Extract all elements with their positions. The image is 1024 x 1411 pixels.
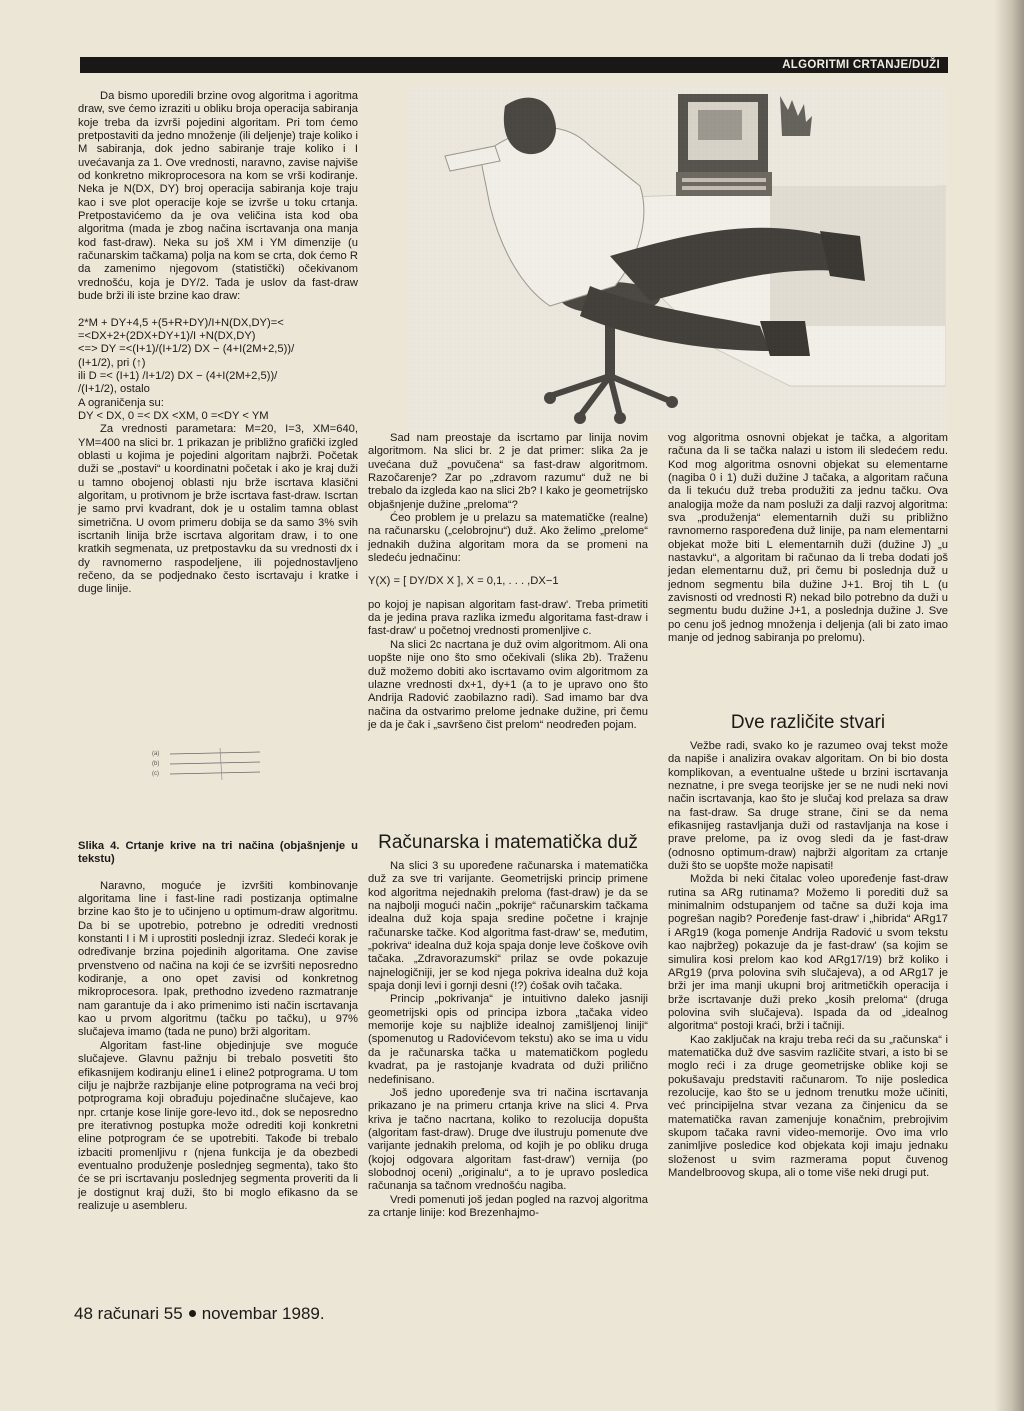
figure-4-curves bbox=[150, 746, 270, 782]
figure-4-diagram bbox=[150, 746, 270, 782]
paragraph: Naravno, moguće je izvršiti kombinovanje algoritama line i fast-line radi postizanja optimalne brzine kao što je to učinjeno u optimum-draw algoritmu. Da bi se upotrebio, potrebno je odrediti vrednosti konstanti I i M i uprostiti poslednji izraz. Sledeći korak je određivanje brzina pojedinih algoritama. One zavise prvenstveno od načina na koji će se izvršiti neposredno kodiranje, a ono opet zavisi od konkretnog mikroprocesora. Ipak, prethodno izvedeno razmatranje nam garantuje da i ako primenimo isti način iscrtavanja kao u prvom algoritmu (tačku po tačku), u 97% slučajeva imamo (tada ne puno) brži algoritam. bbox=[78, 879, 358, 1039]
column-3 bbox=[668, 432, 948, 646]
column-3-lower bbox=[668, 740, 948, 1180]
equation-line: /(I+1/2), ostalo bbox=[78, 383, 150, 396]
heading-dve-razlicite: Dve različite stvari bbox=[730, 712, 886, 733]
paragraph: Da bismo uporedili brzine ovog algoritma i agoritma draw, sve ćemo izraziti u obliku broja operacija sabiranja koje treba da izvrši pojedini algoritam. Pri tom ćemo pretpostaviti da jedno množenje (ili deljenje) traje koliko i M sabiranja, dok jedno sabiranje traje koliko i I uvećavanja za 1. Ove vrednosti, naravno, zavise najviše od konkretno mikroprocesora na kom se vrši kodiranje. Neka je N(DX, DY) broj operacija sabiranja koje traju kao i sve plot operacije koje se izvrše u toku crtanja. Pretpostavićemo da je ova veličina ista kod oba algoritma (mada je zbog načina iscrtavanja ona manja kod fast-draw). Neka su još XM i YM dimenzije (u računarskim tačkama) polja na kom se crta, dok ćemo R da zamenimo njegovom (statistički) očekivanom vrednošću, koja je DY/2. Tada je uslov da fast-draw bude brži ili iste brzine kao draw: bbox=[78, 90, 358, 303]
paragraph: Možda bi neki čitalac voleo upoređenje fast-draw rutina sa ARg rutinama? Možemo li porediti duž sa minimalnim odstupanjem od tačne sa duži koja ima pogrešan nagib? Poređenje fast-draw' i „hibrida“ ARg17 i ARg19 (koga pomenje Andrija Radović u svom tekstu kao najbržeg) pokazuje da je fast-draw' (sa kojim se simulira kosi prelom kao kod ARg17/19) brž koliko i ARg19 (prva polovina svih slučajeva), a od ARg17 je brži jer ima manji ukupni broj aritmetičkih operacija i brže iscrtavanje duži preko „kosih preloma“ (druga polovina svih slučajeva). Ispada da od „idealnog algoritma“ postoji kraći, brži i tačniji. bbox=[668, 873, 948, 1033]
magazine-name: računari 55 bbox=[97, 1304, 183, 1323]
paragraph: Sad nam preostaje da iscrtamo par linija novim algoritmom. Na slici br. 2 je dat primer: slika 2a je uvećana duž „povučena“ sa fast-draw algoritmom. Razočarenje? Zar po „zdravom razumu“ duž ne bi trebalo da izgleda kao na slici 2b? I kako je geometrijsko objašnjenje dužine „preloma“? bbox=[368, 432, 648, 511]
heading-racunarska: Računarska i matematička duž bbox=[378, 832, 638, 853]
equation-line: <=> DY =<(I+1)/(I+1/2) DX − (4+I(2M+2,5))/ bbox=[78, 343, 295, 356]
equation-line: 2*M + DY+4,5 +(5+R+DY)/I+N(DX,DY)=< bbox=[78, 316, 284, 329]
section-header bbox=[80, 57, 948, 73]
paragraph: po kojoj je napisan algoritam fast-draw'. Treba primetiti da je jedina prava razlika između algoritama fast-draw i fast-draw' u početnoj vrednosti promenljive c. bbox=[368, 598, 648, 638]
page-number: 48 bbox=[74, 1304, 93, 1323]
paragraph: Na slici 2c nacrtana je duž ovim algoritmom. Ali ona uopšte nije ono što smo očekivali (slika 2b). Traženu duž možemo dobiti ako iscrtavamo ovim algoritmom za ulazne vrednosti dx+1, dy+1 (a to je upravo ono što Andrija Radović zaobilazno radi). Sad imamo bar dva načina da ostvarimo prelome jednake dužine, pri čemu je da je čak i „savršeno čist prelom“ neodređen pojam. bbox=[368, 638, 648, 731]
paragraph: Još jedno upoređenje sva tri načina iscrtavanja prikazano je na primeru crtanja krive na slici 4. Prva kriva je tačno nacrtana, koliko to rezolucija dopušta (algoritam fast-draw). Druge dve ilustruju pomenute dve varijante jednakih preloma, od kojih je po obliku druga (kojoj odgovara algoritam fast-draw') vernija (po slobodnoj oceni) „originalu“, a to je upravo posledica računanja sa tačnom vrednošću nagiba. bbox=[368, 1086, 648, 1193]
section-title: ALGORITMI CRTANJE/DUŽI bbox=[782, 59, 940, 71]
photo-man-at-computer bbox=[410, 86, 946, 432]
equation-line: (I+1/2), pri (↑) bbox=[78, 356, 146, 369]
issue-date: novembar 1989. bbox=[201, 1304, 325, 1323]
bullet-icon bbox=[189, 1310, 196, 1317]
article-photo bbox=[410, 86, 946, 432]
page-edge-shadow bbox=[994, 0, 1024, 1411]
fig-label-c: (c) bbox=[152, 771, 159, 777]
paragraph: Kao zaključak na kraju treba reći da su „računska“ i matematička duž dve sasvim različite stvari, a isto bi se moglo reći i za druge geometrijske oblike koji se pokušavaju predstaviti računarom. To nije posledica rezolucije, kao što se u jednom trenutku može učiniti, već principijelna stvar vezana za činjenicu da se matematička ravan zamenjuje konačnim, prebrojivim skupom tačaka ravni video-memorije. Ovo ima vrlo zanimljive posledice kod objekata koji imaju jednaku složenost u svim razmerama poput čuvenog Mandelbroovog skupa, ali o tome više neki drugi put. bbox=[668, 1033, 948, 1179]
equation-line: DY < DX, 0 =< DX <XM, 0 =<DY < YM bbox=[78, 409, 269, 422]
paragraph: Princip „pokrivanja“ je intuitivno daleko jasniji geometrijski opis od principa izbora „tačaka video memorije koje su najbliže idealnoj zamišljenoj liniji“ (spomenutog u Radovićevom tekstu) ako se ima u vidu da je računarska tačka u matematičkom pogledu kvadrat, pa je rastojanje kvadrata od duži prilično nedefinisano. bbox=[368, 993, 648, 1086]
column-1 bbox=[78, 90, 358, 597]
paragraph: Algoritam fast-line objedinjuje sve moguće slučajeve. Glavnu pažnju bi trebalo posvetiti što efikasnijem kodiranju eline1 i eline2 potprograma. U tom cilju je najbrže razbijanje eline potprograma na veći broj potprograma koji obrađuju pojedinačne slučajeve, kao npr. crtanje kose linije gore-levo itd., dok se neposredno pre iterativnog postupka može odrediti koji konkretni eline potprogram će se upotrebiti. Takođe bi trebalo izbaciti promenljivu r (njena funkcija je da obezbedi eventualno produženje poslednjeg segmenta), tako što će se pri iscrtavanju poslednjeg segmenta proveriti da li je dostignut kraj duži, što bi moglo efikasno da se realizuje u asembleru. bbox=[78, 1039, 358, 1212]
fig-label-a: (a) bbox=[152, 751, 160, 757]
paragraph: Ćeo problem je u prelazu sa matematičke (realne) na računarsku („celobrojnu“) duž. Ako želimo „prelome“ jednakih dužina algoritam mora da se promeni na sledeću jednačinu: bbox=[368, 512, 648, 565]
equation-line: A ograničenja su: bbox=[78, 396, 164, 409]
equation-line: =<DX+2+(2DX+DY+1)/I +N(DX,DY) bbox=[78, 329, 256, 342]
equation-line: ili D =< (I+1) /I+1/2) DX − (4+I(2M+2,5))/ bbox=[78, 369, 278, 382]
paragraph: vog algoritma osnovni objekat je tačka, a algoritam računa da li se tačka nalazi u istom ili sledećem redu. Kod mog algoritma osnovni objekat su elementarne (nagiba 0 i 1) duži dužine J tačaka, a algoritam računa da li tekuću duž treba produžiti za jednu tačku. Ova analogija može da nam posluži za dalji razvoj algoritma: sva „produženja“ elementarnih duži su približno ravnomerno raspoređena duž linije, pa nam elementarni objekat može biti L elementarnih duži (dužine J) „u nastavku“, a algoritam bi računao da li treba dodati još jedan elementarnu duž, pri čemu bi poslednja duž u jednom segmentu bila dužine J+1. Broj tih L (u zavisnosti od vrednosti R) nekad bilo potrebno da duži u segmentu budu dužine J+1, a poslednja dužine J. Sve po cenu još jednog množenja i deljenja (ali bi zato imao manje od jednog sabiranja po prelomu). bbox=[668, 432, 948, 645]
page-footer bbox=[74, 1304, 325, 1324]
column-2 bbox=[368, 432, 648, 732]
paragraph: Na slici 3 su upoređene računarska i matematička duž za sve tri varijante. Geometrijski princip primene kod algoritma nejednakih preloma (fast-draw) je da se na najbolji mogući način „pokrije“ računarskim tačkama idealna duž koja spaja sredine početne i krajnje računarske tačke. Kod algoritma fast-draw' se, međutim, „pokriva“ idealna duž koja spaja donje leve čoškove ovih tačaka. „Zdravorazumski“ prilaz se ovde pokazuje najnelogičniji, jer se kod njega pokriva idealna duž koja spaja donji levi i gornji desni (!?) ćošak ovih tačaka. bbox=[368, 860, 648, 993]
equation-line: Y(X) = [ DY/DX X ], X = 0,1, . . . ,DX−1 bbox=[368, 575, 559, 588]
column-1-lower bbox=[78, 840, 358, 1213]
column-2-lower bbox=[368, 860, 648, 1220]
paragraph: Vežbe radi, svako ko je razumeo ovaj tekst može da napiše i analizira ovakav algoritam. On bi bio dosta komplikovan, a eventualne uštede u brzini iscrtavanja neznatne, i pre svega teorijske jer se ne nudi neki novi način iscrtavanja, kao što je slučaj kod prelaza sa draw na fast-draw. Sa druge strane, čini se da nema efikasnijeg rastavljanja duži od rastavljanja na kose i prave prelome, pa iz ovog sledi da je fast-draw (odnosno optimum-draw) najbrži algoritam za crtanje duži što se uopšte može napisati! bbox=[668, 740, 948, 873]
paragraph: Vredi pomenuti još jedan pogled na razvoj algoritma za crtanje linije: kod Brezenhajmo- bbox=[368, 1193, 648, 1219]
figure-caption: Slika 4. Crtanje krive na tri načina (objašnjenje u tekstu) bbox=[78, 840, 358, 866]
fig-label-b: (b) bbox=[152, 761, 160, 767]
paragraph: Za vrednosti parametara: M=20, I=3, XM=640, YM=400 na slici br. 1 prikazan je približno grafički izgled oblasti u kojima je pojedini algoritam najbrži. Početak duži se „postavi“ u koordinatni početak i ako je kraj duži u tamno obojenoj oblasti nju brže iscrtava klasični algoritam, u protivnom je brže iscrtava fast-draw. Iscrtan je samo prvi kvadrant, dok je u ostalim tamna oblast simetrična. U ovom primeru dobija se da samo 3% svih iscrtanih linija brže iscrtava algoritam draw, i to one kratkih segmenata, uz pretpostavku da su vrednosti dx i dy ravnomerno raspodeljene, ili pojednostavljeno rečeno, da se podjednako često iscrtavaju i kratke i duge linije. bbox=[78, 423, 358, 596]
